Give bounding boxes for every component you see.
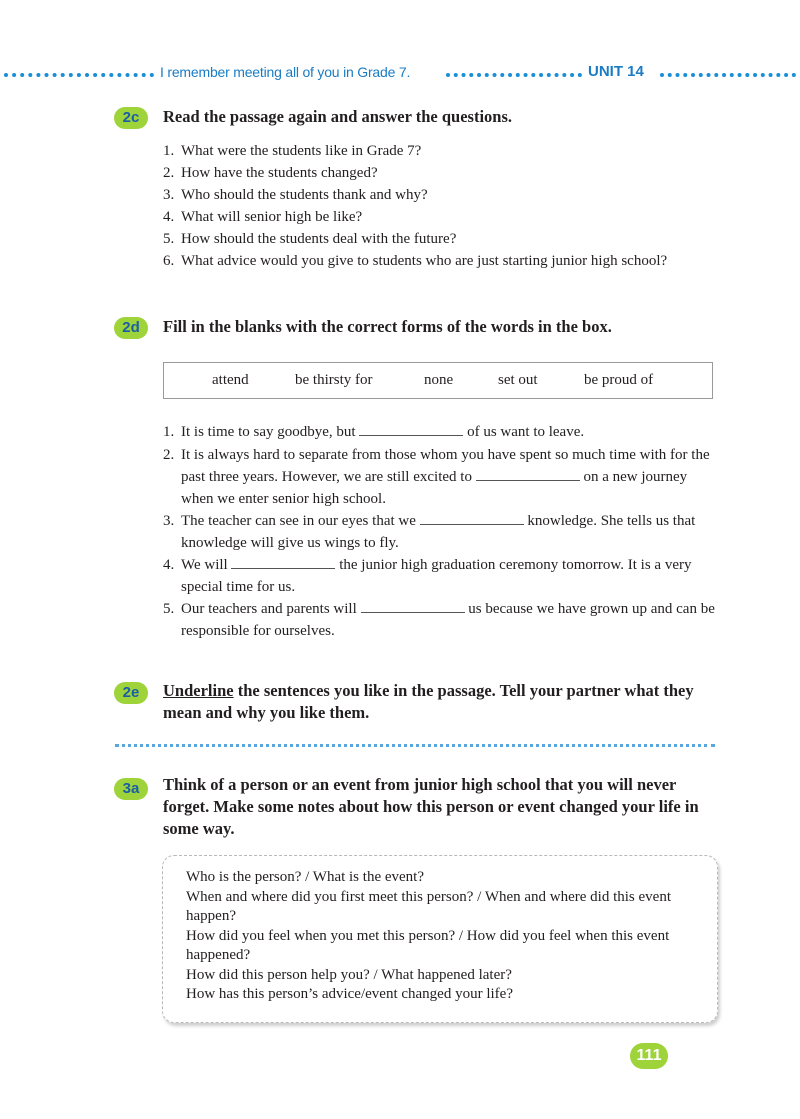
item-text-before: It is always hard to separate from those whom you have spent so much time with for the past three years. However, we are still excited to — [181, 447, 710, 485]
page-number: 111 — [630, 1043, 668, 1069]
header-dots-left — [4, 73, 154, 77]
question-text: What will senior high be like? — [181, 209, 363, 225]
answer-blank[interactable] — [476, 466, 580, 481]
header-unit: UNIT 14 — [588, 63, 644, 80]
fill-blank-item — [163, 598, 715, 642]
instruction-3a: Think of a person or an event from junior high school that you will never forget. Make some notes about how this person or event changed your life in some way. — [163, 775, 699, 838]
prompt-line: Who is the person? / What is the event? — [186, 869, 424, 885]
section-divider — [115, 744, 715, 747]
prompt-line: How did this person help you? / What happened later? — [186, 966, 512, 983]
header-dots-right — [660, 73, 796, 77]
question-list-2c — [163, 140, 708, 272]
question-number: 3. — [163, 187, 175, 203]
item-text-before: It is time to say goodbye, but — [181, 424, 356, 440]
fill-blank-item — [163, 510, 715, 554]
word-option: be thirsty for — [295, 372, 373, 388]
question-number: 4. — [163, 209, 175, 225]
answer-blank[interactable] — [359, 421, 463, 436]
badge-3a: 3a — [114, 778, 148, 800]
instruction-2d: Fill in the blanks with the correct forms of the words in the box. — [163, 317, 612, 336]
item-number: 1. — [163, 424, 175, 440]
question-item — [163, 184, 708, 206]
running-header — [0, 62, 800, 88]
fill-blank-item — [163, 421, 715, 443]
word-option: attend — [212, 372, 249, 388]
item-text-after: on a new journey when we enter senior high school. — [181, 469, 688, 507]
item-text-before: Our teachers and parents will — [181, 601, 357, 617]
item-number: 5. — [163, 601, 175, 617]
question-number: 1. — [163, 143, 175, 159]
instruction-2e-rest: the sentences you like in the passage. Tell your partner what they mean and why you like them. — [163, 681, 694, 722]
prompt-list — [186, 868, 701, 1005]
word-box — [163, 362, 713, 399]
item-text-after: us because we have grown up and can be responsible for ourselves. — [181, 601, 715, 639]
fill-blank-item — [163, 554, 715, 598]
instruction-underline-word: Underline — [163, 681, 234, 700]
answer-blank[interactable] — [231, 554, 335, 569]
question-item — [163, 140, 708, 162]
prompt-line: How has this person’s advice/event changed your life? — [186, 986, 513, 1002]
word-option: none — [424, 372, 454, 388]
question-number: 2. — [163, 165, 175, 181]
header-title: I remember meeting all of you in Grade 7. — [160, 64, 411, 80]
instruction-2c: Read the passage again and answer the questions. — [163, 107, 512, 126]
question-item — [163, 228, 708, 250]
notes-prompt-box — [162, 855, 718, 1023]
item-number: 4. — [163, 557, 175, 573]
question-item — [163, 162, 708, 184]
fill-blank-item — [163, 444, 715, 510]
word-option: be proud of — [584, 372, 654, 388]
item-text-before: The teacher can see in our eyes that we — [181, 513, 416, 529]
question-number: 6. — [163, 253, 175, 269]
question-item — [163, 250, 708, 272]
header-dots-middle — [446, 73, 582, 77]
item-number: 3. — [163, 513, 175, 529]
question-text: Who should the students thank and why? — [181, 187, 428, 203]
question-number: 5. — [163, 231, 175, 247]
item-text-after: knowledge. She tells us that knowledge will give us wings to fly. — [181, 513, 696, 551]
item-text-after: of us want to leave. — [467, 424, 585, 440]
question-text: What advice would you give to students who are just starting junior high school? — [181, 253, 668, 269]
question-item — [163, 206, 708, 228]
question-text: How have the students changed? — [181, 165, 378, 181]
badge-2d: 2d — [114, 317, 148, 339]
item-number: 2. — [163, 447, 175, 463]
fill-blank-list-2d — [163, 421, 715, 642]
answer-blank[interactable] — [420, 510, 524, 525]
answer-blank[interactable] — [361, 598, 465, 613]
instruction-2e — [163, 680, 723, 724]
question-text: What were the students like in Grade 7? — [181, 143, 422, 159]
word-option: set out — [498, 372, 538, 388]
question-text: How should the students deal with the future? — [181, 231, 457, 247]
badge-2e: 2e — [114, 682, 148, 704]
item-text-after: the junior high graduation ceremony tomorrow. It is a very special time for us. — [181, 557, 692, 595]
prompt-line: How did you feel when you met this person? / How did you feel when this event happened? — [186, 927, 670, 963]
badge-2c: 2c — [114, 107, 148, 129]
item-text-before: We will — [181, 557, 228, 573]
prompt-line: When and where did you first meet this person? / When and where did this event happen? — [186, 888, 672, 924]
